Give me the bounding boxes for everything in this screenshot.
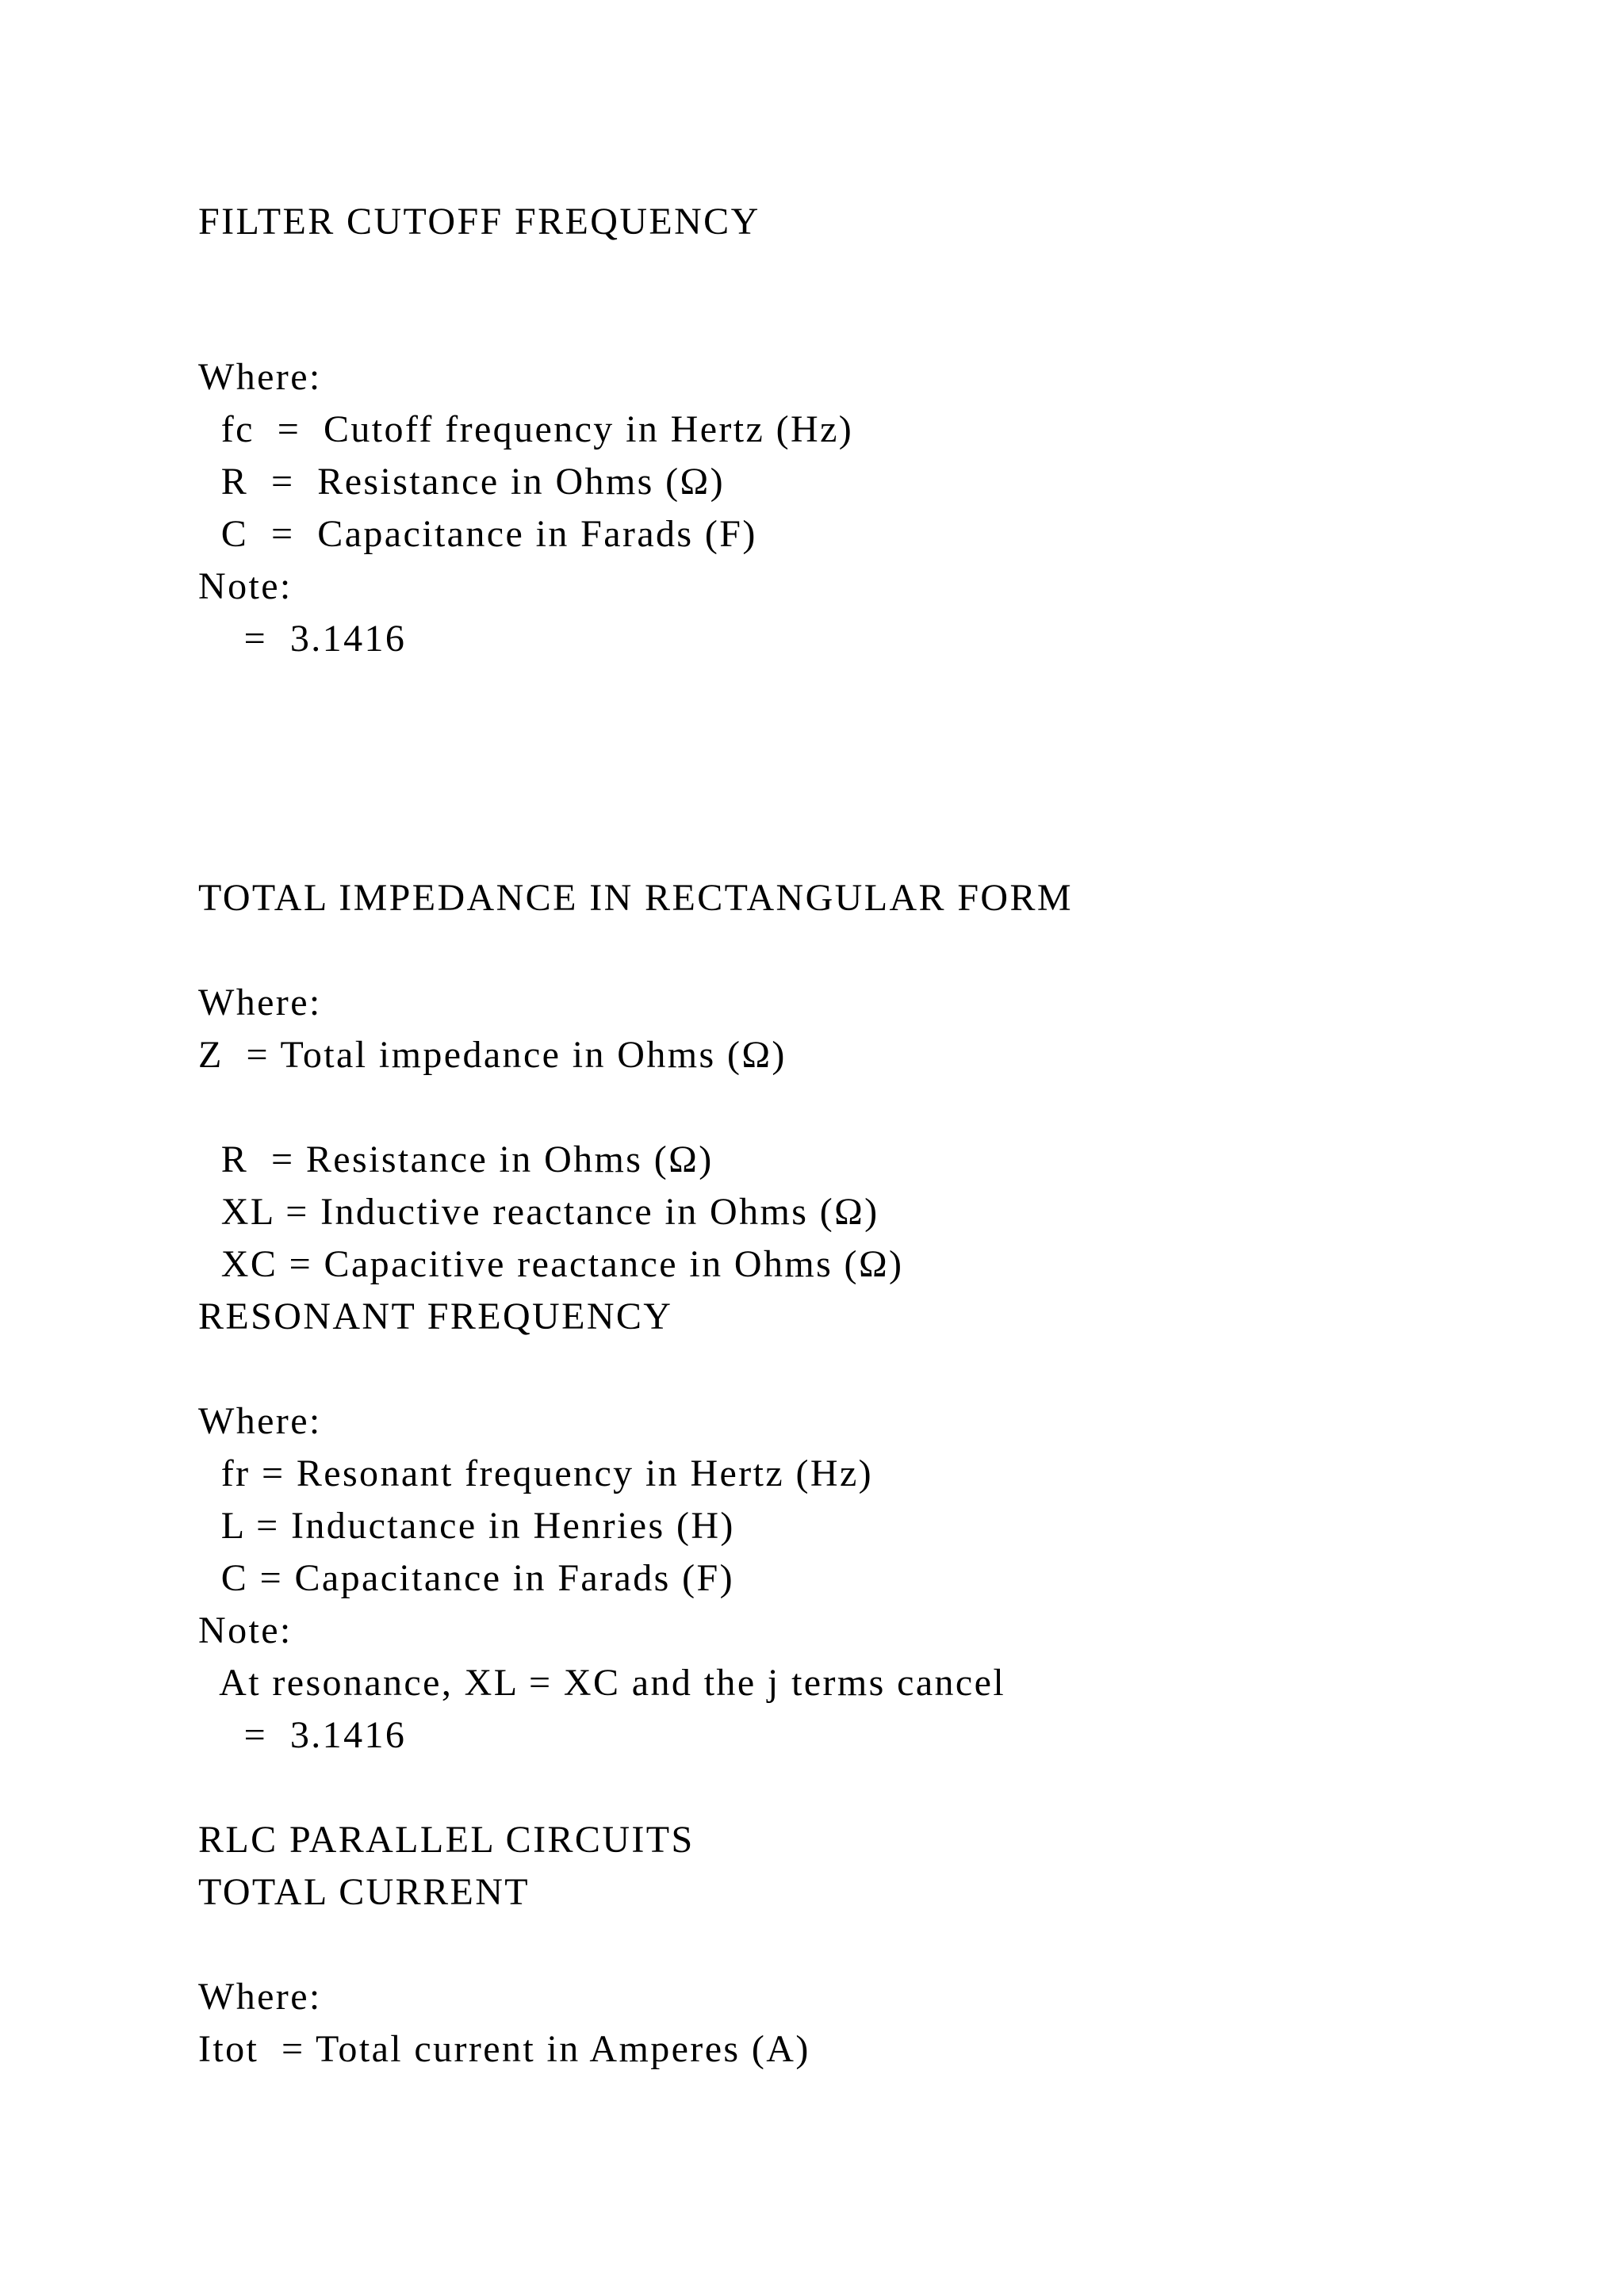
- where-label: Where:: [198, 1400, 322, 1442]
- definition-z: Z = Total impedance in Ohms (Ω): [198, 1034, 787, 1076]
- heading-total-current: TOTAL CURRENT: [198, 1871, 530, 1913]
- definition-c: C = Capacitance in Farads (F): [198, 1557, 734, 1599]
- definition-r: R = Resistance in Ohms (Ω): [198, 1138, 714, 1181]
- definition-c: C = Capacitance in Farads (F): [198, 513, 757, 555]
- where-label: Where:: [198, 356, 322, 398]
- definition-xc: XC = Capacitive reactance in Ohms (Ω): [198, 1243, 904, 1285]
- heading-total-impedance-rectangular-form: TOTAL IMPEDANCE IN RECTANGULAR FORM: [198, 877, 1073, 919]
- definition-fc: fc = Cutoff frequency in Hertz (Hz): [198, 408, 854, 450]
- note-label: Note:: [198, 1609, 293, 1651]
- where-label: Where:: [198, 982, 322, 1024]
- note-pi-value: = 3.1416: [198, 1714, 407, 1756]
- note-pi-value: = 3.1416: [198, 618, 407, 660]
- definition-fr: fr = Resonant frequency in Hertz (Hz): [198, 1452, 874, 1494]
- definition-xl: XL = Inductive reactance in Ohms (Ω): [198, 1191, 879, 1233]
- definition-r: R = Resistance in Ohms (Ω): [198, 461, 726, 503]
- heading-filter-cutoff-frequency: FILTER CUTOFF FREQUENCY: [198, 201, 760, 243]
- note-label: Note:: [198, 565, 293, 607]
- definition-l: L = Inductance in Henries (H): [198, 1505, 735, 1547]
- where-label: Where:: [198, 1976, 322, 2018]
- heading-rlc-parallel-circuits: RLC PARALLEL CIRCUITS: [198, 1819, 695, 1861]
- heading-resonant-frequency: RESONANT FREQUENCY: [198, 1295, 673, 1337]
- note-resonance: At resonance, XL = XC and the j terms cancel: [198, 1662, 1006, 1704]
- definition-itot: Itot = Total current in Amperes (A): [198, 2028, 810, 2070]
